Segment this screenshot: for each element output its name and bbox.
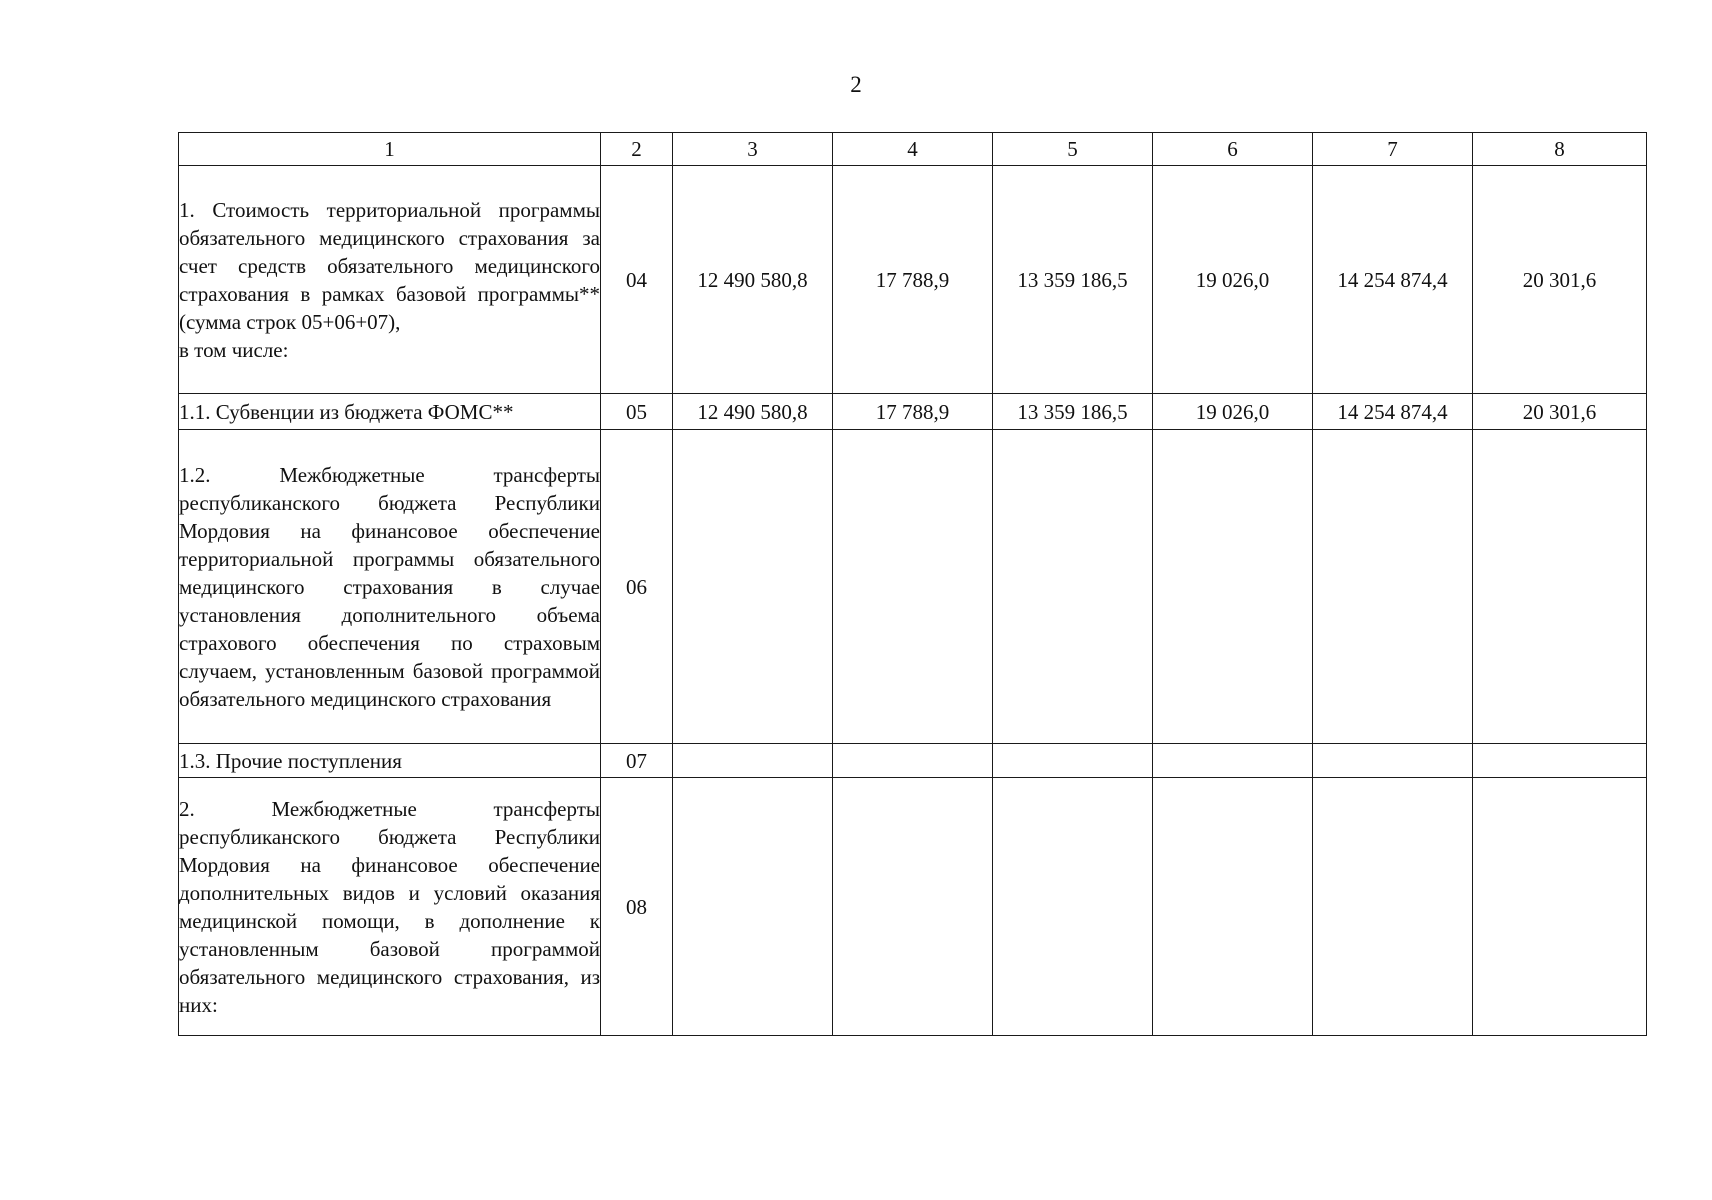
row-code: 06 (601, 430, 673, 744)
value-cell (833, 744, 993, 778)
header-cell: 8 (1473, 133, 1647, 166)
value-cell: 12 490 580,8 (673, 166, 833, 394)
value-cell (833, 778, 993, 1036)
value-cell (993, 430, 1153, 744)
value-cell (833, 430, 993, 744)
value-cell (1153, 744, 1313, 778)
row-code: 05 (601, 394, 673, 430)
row-name-cell (179, 166, 601, 394)
value-cell (1313, 430, 1473, 744)
value-cell: 17 788,9 (833, 394, 993, 430)
value-cell (673, 744, 833, 778)
value-cell (1473, 778, 1647, 1036)
row-name: 1.1. Субвенции из бюджета ФОМС** (179, 394, 601, 430)
row-name: 2. Межбюджетные трансферты республиканского бюджета Республики Мордовия на финансовое обеспечение дополнительных видов и условий оказания медицинской помощи, в дополнение к установленным базовой программой обязательного медицинского страхования, из них: (179, 778, 601, 1036)
value-cell: 19 026,0 (1153, 394, 1313, 430)
value-cell (673, 778, 833, 1036)
value-cell (993, 778, 1153, 1036)
value-cell: 14 254 874,4 (1313, 394, 1473, 430)
table-row (179, 394, 1647, 430)
value-cell (1313, 778, 1473, 1036)
header-cell: 6 (1153, 133, 1313, 166)
page-number: 2 (850, 72, 862, 97)
header-cell: 5 (993, 133, 1153, 166)
value-cell: 20 301,6 (1473, 166, 1647, 394)
row-name: 1.3. Прочие поступления (179, 744, 601, 778)
row-code: 08 (601, 778, 673, 1036)
table-row (179, 778, 1647, 1036)
row-name-sub: в том числе: (179, 337, 289, 362)
header-row (179, 133, 1647, 166)
value-cell: 20 301,6 (1473, 394, 1647, 430)
value-cell: 12 490 580,8 (673, 394, 833, 430)
row-code: 07 (601, 744, 673, 778)
table-row (179, 166, 1647, 394)
header-cell: 7 (1313, 133, 1473, 166)
row-code: 04 (601, 166, 673, 394)
value-cell (1473, 744, 1647, 778)
value-cell: 13 359 186,5 (993, 166, 1153, 394)
value-cell: 17 788,9 (833, 166, 993, 394)
header-cell: 3 (673, 133, 833, 166)
header-cell: 4 (833, 133, 993, 166)
value-cell: 19 026,0 (1153, 166, 1313, 394)
table-row (179, 430, 1647, 744)
header-cell: 1 (179, 133, 601, 166)
value-cell (993, 744, 1153, 778)
value-cell (1313, 744, 1473, 778)
value-cell (1473, 430, 1647, 744)
table-row (179, 744, 1647, 778)
value-cell (1153, 778, 1313, 1036)
row-name: 1. Стоимость территориальной программы обязательного медицинского страхования за счет средств обязательного медицинского страхования в рамках базовой программы** (сумма строк 05+06+07), (179, 197, 600, 334)
header-cell: 2 (601, 133, 673, 166)
row-name: 1.2. Межбюджетные трансферты республиканского бюджета Республики Мордовия на финансовое обеспечение территориальной программы обязательного медицинского страхования в случае установления дополнительного объема страхового обеспечения по страховым случаем, установленным базовой программой обязательного медицинского страхования (179, 430, 601, 744)
value-cell: 14 254 874,4 (1313, 166, 1473, 394)
value-cell: 13 359 186,5 (993, 394, 1153, 430)
value-cell (673, 430, 833, 744)
financial-table (178, 132, 1647, 1036)
value-cell (1153, 430, 1313, 744)
